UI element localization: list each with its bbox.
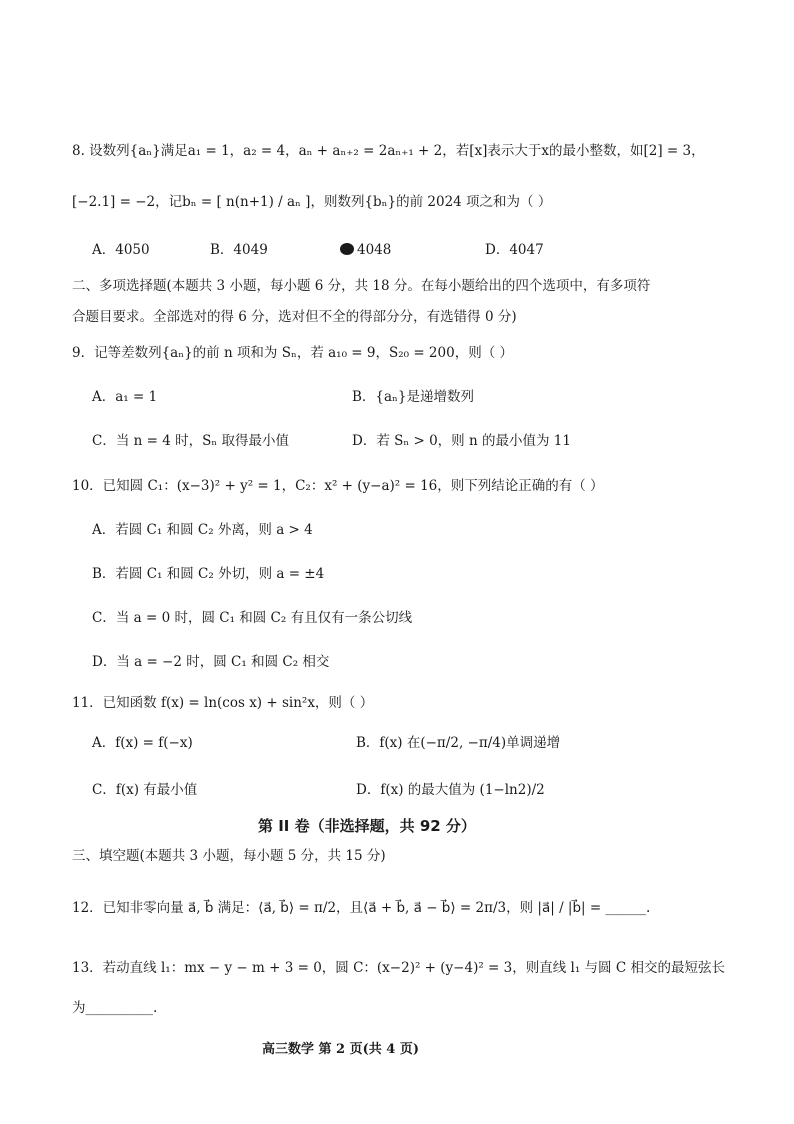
q8-option-b: B．4049 — [210, 242, 268, 258]
q9-stem: 9．记等差数列{aₙ}的前 n 项和为 Sₙ，若 a₁₀ = 9，S₂₀ = 200，则（ ） — [72, 345, 513, 361]
q11-stem: 11．已知函数 f(x) = ln(cos x) + sin²x，则（ ） — [72, 695, 374, 711]
q10-option-d: D．当 a = −2 时，圆 C₁ 和圆 C₂ 相交 — [92, 654, 330, 670]
q11-option-b: B．f(x) 在(−π/2, −π/4)单调递增 — [356, 735, 561, 751]
q11-option-c: C．f(x) 有最小值 — [92, 782, 198, 798]
q8-line1: 8. 设数列{aₙ}满足a₁ = 1，a₂ = 4，aₙ + aₙ₊₂ = 2aₙ₊₁ + 2，若[x]表示大于x的最小整数，如[2] = 3， — [72, 143, 705, 159]
q8-option-a: A．4050 — [92, 242, 150, 258]
q10-option-b: B．若圆 C₁ 和圆 C₂ 外切，则 a = ±4 — [92, 566, 325, 582]
q12-stem: 12．已知非零向量 a⃗, b⃗ 满足：⟨a⃗, b⃗⟩ = π/2，且⟨a⃗ + b⃗, a⃗ − b⃗⟩ = 2π/3，则 |a⃗| / |b⃗| = ______. — [72, 900, 651, 916]
q8-option-d: D．4047 — [485, 242, 544, 258]
q9-option-c: C．当 n = 4 时，Sₙ 取得最小值 — [92, 433, 289, 449]
q13-line1: 13．若动直线 l₁：mx − y − m + 3 = 0，圆 C：(x−2)² + (y−4)² = 3，则直线 l₁ 与圆 C 相交的最短弦长 — [72, 960, 725, 976]
section2-line1: 二、多项选择题(本题共 3 小题，每小题 6 分，共 18 分。在每小题给出的四个选项中，有多项符 — [72, 278, 651, 294]
ink-smudge-icon — [340, 243, 354, 255]
q11-option-a: A．f(x) = f(−x) — [92, 735, 193, 751]
q8-line2: [−2.1] = −2，记bₙ = [ n(n+1) / aₙ ]，则数列{bₙ}的前 2024 项之和为（ ） — [72, 194, 552, 210]
q9-option-a: A．a₁ = 1 — [92, 389, 158, 405]
q9-option-d: D．若 Sₙ > 0，则 n 的最小值为 11 — [352, 433, 571, 449]
q8-option-c — [340, 240, 391, 260]
q11-option-d: D．f(x) 的最大值为 (1−ln2)/2 — [356, 782, 545, 798]
part2-title: 第 II 卷（非选择题，共 92 分） — [258, 817, 476, 835]
q10-stem: 10．已知圆 C₁：(x−3)² + y² = 1，C₂：x² + (y−a)² = 16，则下列结论正确的有（ ） — [72, 478, 604, 494]
q13-line2: 为__________. — [72, 1000, 158, 1016]
section3-heading: 三、填空题(本题共 3 小题，每小题 5 分，共 15 分) — [72, 848, 386, 864]
section2-line2: 合题目要求。全部选对的得 6 分，选对但不全的得部分分，有选错得 0 分) — [72, 309, 517, 325]
q9-option-b: B．{aₙ}是递增数列 — [352, 389, 474, 405]
q8-option-c-text: 4048 — [357, 242, 392, 258]
q10-option-c: C．当 a = 0 时，圆 C₁ 和圆 C₂ 有且仅有一条公切线 — [92, 610, 413, 626]
q10-option-a: A．若圆 C₁ 和圆 C₂ 外离，则 a > 4 — [92, 522, 313, 538]
page-footer: 高三数学 第 2 页(共 4 页) — [262, 1042, 420, 1057]
